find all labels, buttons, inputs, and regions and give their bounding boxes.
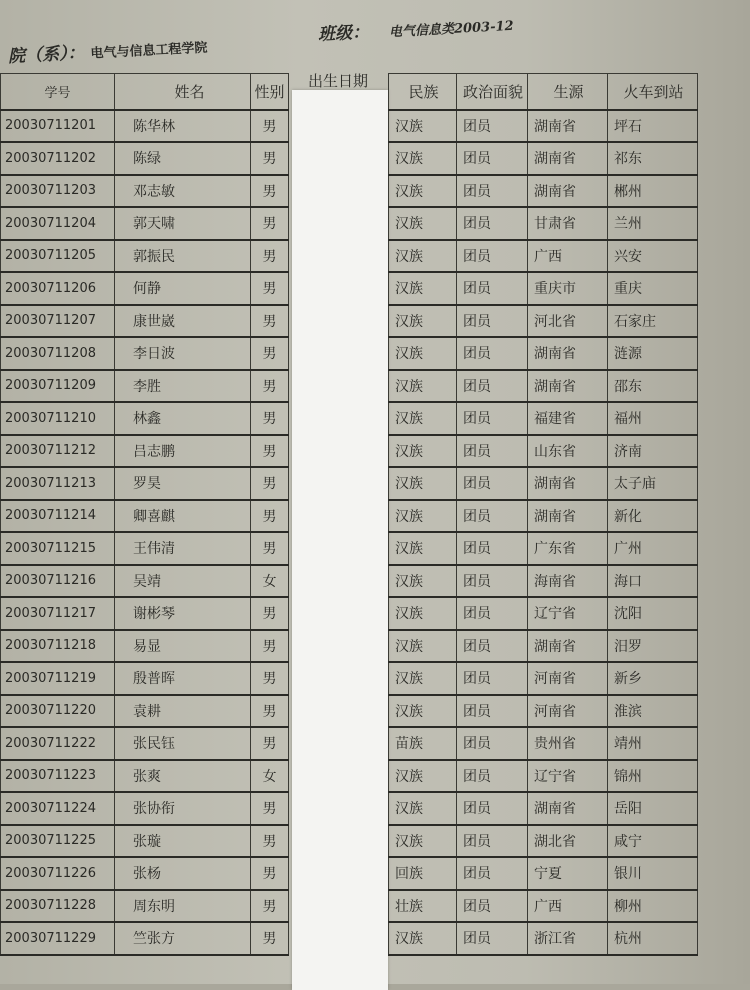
col-name: 姓名 bbox=[115, 74, 251, 110]
cell-sex: 男 bbox=[251, 890, 289, 923]
cell-ethnicity: 汉族 bbox=[389, 175, 457, 208]
cell-origin: 宁夏 bbox=[528, 857, 608, 890]
cell-origin: 海南省 bbox=[528, 565, 608, 598]
cell-ethnicity: 汉族 bbox=[389, 240, 457, 273]
cell-ethnicity: 汉族 bbox=[389, 760, 457, 793]
cell-id: 20030711222 bbox=[1, 727, 115, 760]
table-row bbox=[389, 597, 698, 630]
cell-id: 20030711218 bbox=[1, 630, 115, 663]
cell-ethnicity: 汉族 bbox=[389, 792, 457, 825]
cell-name: 张杨 bbox=[115, 857, 251, 890]
cell-ethnicity: 汉族 bbox=[389, 597, 457, 630]
cell-station: 兰州 bbox=[608, 207, 698, 240]
cell-station: 汨罗 bbox=[608, 630, 698, 663]
cell-origin: 广东省 bbox=[528, 532, 608, 565]
cell-political: 团员 bbox=[457, 760, 528, 793]
cell-origin: 甘肃省 bbox=[528, 207, 608, 240]
cell-political: 团员 bbox=[457, 110, 528, 143]
cell-ethnicity: 汉族 bbox=[389, 532, 457, 565]
class-label: 班级： bbox=[317, 22, 370, 45]
cell-origin: 广西 bbox=[528, 890, 608, 923]
cell-political: 团员 bbox=[457, 630, 528, 663]
cell-ethnicity: 汉族 bbox=[389, 565, 457, 598]
table-row bbox=[1, 370, 289, 403]
table-row bbox=[1, 435, 289, 468]
cell-sex: 男 bbox=[251, 662, 289, 695]
table-row bbox=[389, 110, 698, 143]
table-row bbox=[389, 337, 698, 370]
cell-station: 石家庄 bbox=[608, 305, 698, 338]
cell-ethnicity: 汉族 bbox=[389, 142, 457, 175]
cell-ethnicity: 汉族 bbox=[389, 305, 457, 338]
cell-political: 团员 bbox=[457, 337, 528, 370]
cell-ethnicity: 汉族 bbox=[389, 467, 457, 500]
cell-origin: 河北省 bbox=[528, 305, 608, 338]
table-row bbox=[1, 597, 289, 630]
cell-station: 新化 bbox=[608, 500, 698, 533]
table-row bbox=[389, 370, 698, 403]
table-row bbox=[389, 532, 698, 565]
cell-id: 20030711214 bbox=[1, 500, 115, 533]
table-row bbox=[389, 565, 698, 598]
cell-origin: 湖南省 bbox=[528, 142, 608, 175]
table-row bbox=[389, 792, 698, 825]
table-row bbox=[389, 305, 698, 338]
cell-id: 20030711204 bbox=[1, 207, 115, 240]
cell-id: 20030711220 bbox=[1, 695, 115, 728]
cell-ethnicity: 壮族 bbox=[389, 890, 457, 923]
student-table-left bbox=[0, 73, 289, 956]
cell-origin: 湖南省 bbox=[528, 467, 608, 500]
cell-origin: 湖南省 bbox=[528, 792, 608, 825]
dept-label: 院（系）： bbox=[7, 43, 86, 67]
cell-ethnicity: 汉族 bbox=[389, 695, 457, 728]
table-row bbox=[1, 207, 289, 240]
cell-political: 团员 bbox=[457, 597, 528, 630]
table-row bbox=[1, 630, 289, 663]
table-row bbox=[1, 337, 289, 370]
cell-ethnicity: 苗族 bbox=[389, 727, 457, 760]
cell-ethnicity: 汉族 bbox=[389, 662, 457, 695]
col-sex: 性别 bbox=[251, 74, 289, 110]
dept-value: 电气与信息工程学院 bbox=[90, 40, 208, 62]
cell-id: 20030711205 bbox=[1, 240, 115, 273]
col-ethnicity: 民族 bbox=[389, 74, 457, 110]
col-origin: 生源 bbox=[528, 74, 608, 110]
cell-sex: 男 bbox=[251, 110, 289, 143]
cell-station: 祁东 bbox=[608, 142, 698, 175]
cell-id: 20030711213 bbox=[1, 467, 115, 500]
cell-ethnicity: 汉族 bbox=[389, 500, 457, 533]
table-row bbox=[1, 922, 289, 955]
paper-strip-cover bbox=[292, 90, 388, 990]
cell-id: 20030711212 bbox=[1, 435, 115, 468]
cell-ethnicity: 汉族 bbox=[389, 272, 457, 305]
cell-id: 20030711201 bbox=[1, 110, 115, 143]
col-birth: 出生日期 bbox=[308, 72, 369, 90]
cell-ethnicity: 汉族 bbox=[389, 370, 457, 403]
col-station: 火车到站 bbox=[608, 74, 698, 110]
cell-id: 20030711219 bbox=[1, 662, 115, 695]
table-row bbox=[389, 175, 698, 208]
cell-station: 海口 bbox=[608, 565, 698, 598]
cell-political: 团员 bbox=[457, 240, 528, 273]
cell-origin: 湖南省 bbox=[528, 630, 608, 663]
cell-ethnicity: 汉族 bbox=[389, 922, 457, 955]
cell-name: 郭振民 bbox=[115, 240, 251, 273]
cell-id: 20030711228 bbox=[1, 890, 115, 923]
cell-station: 杭州 bbox=[608, 922, 698, 955]
cell-station: 岳阳 bbox=[608, 792, 698, 825]
cell-id: 20030711226 bbox=[1, 857, 115, 890]
cell-sex: 男 bbox=[251, 305, 289, 338]
cell-name: 张璇 bbox=[115, 825, 251, 858]
cell-station: 福州 bbox=[608, 402, 698, 435]
table-row bbox=[1, 890, 289, 923]
cell-sex: 男 bbox=[251, 402, 289, 435]
col-id: 学号 bbox=[1, 74, 115, 110]
table-row bbox=[1, 272, 289, 305]
cell-political: 团员 bbox=[457, 272, 528, 305]
cell-name: 罗昊 bbox=[115, 467, 251, 500]
cell-name: 卿喜麒 bbox=[115, 500, 251, 533]
cell-political: 团员 bbox=[457, 532, 528, 565]
table-row bbox=[1, 175, 289, 208]
table-row bbox=[389, 662, 698, 695]
cell-political: 团员 bbox=[457, 435, 528, 468]
table-row bbox=[389, 272, 698, 305]
cell-name: 王伟清 bbox=[115, 532, 251, 565]
cell-political: 团员 bbox=[457, 727, 528, 760]
table-row bbox=[389, 467, 698, 500]
cell-station: 淮滨 bbox=[608, 695, 698, 728]
col-political: 政治面貌 bbox=[457, 74, 528, 110]
cell-origin: 湖南省 bbox=[528, 175, 608, 208]
table-row bbox=[1, 500, 289, 533]
table-row bbox=[389, 435, 698, 468]
class-value: 电气信息类2003-12 bbox=[388, 18, 515, 41]
cell-sex: 男 bbox=[251, 142, 289, 175]
cell-station: 柳州 bbox=[608, 890, 698, 923]
cell-political: 团员 bbox=[457, 305, 528, 338]
table-row bbox=[389, 240, 698, 273]
cell-political: 团员 bbox=[457, 890, 528, 923]
cell-sex: 男 bbox=[251, 792, 289, 825]
cell-station: 太子庙 bbox=[608, 467, 698, 500]
cell-political: 团员 bbox=[457, 825, 528, 858]
cell-name: 张协衔 bbox=[115, 792, 251, 825]
cell-name: 谢彬琴 bbox=[115, 597, 251, 630]
cell-sex: 男 bbox=[251, 825, 289, 858]
cell-sex: 男 bbox=[251, 532, 289, 565]
cell-political: 团员 bbox=[457, 207, 528, 240]
cell-name: 陈绿 bbox=[115, 142, 251, 175]
cell-political: 团员 bbox=[457, 142, 528, 175]
cell-station: 济南 bbox=[608, 435, 698, 468]
cell-ethnicity: 汉族 bbox=[389, 435, 457, 468]
cell-name: 康世崴 bbox=[115, 305, 251, 338]
cell-station: 兴安 bbox=[608, 240, 698, 273]
cell-origin: 湖南省 bbox=[528, 337, 608, 370]
cell-political: 团员 bbox=[457, 467, 528, 500]
table-row bbox=[1, 695, 289, 728]
cell-name: 邓志敏 bbox=[115, 175, 251, 208]
cell-origin: 贵州省 bbox=[528, 727, 608, 760]
cell-origin: 辽宁省 bbox=[528, 760, 608, 793]
cell-sex: 女 bbox=[251, 760, 289, 793]
cell-name: 李日波 bbox=[115, 337, 251, 370]
table-row bbox=[1, 305, 289, 338]
cell-sex: 男 bbox=[251, 695, 289, 728]
cell-station: 重庆 bbox=[608, 272, 698, 305]
cell-id: 20030711217 bbox=[1, 597, 115, 630]
table-row bbox=[389, 857, 698, 890]
cell-id: 20030711209 bbox=[1, 370, 115, 403]
cell-station: 新乡 bbox=[608, 662, 698, 695]
table-row bbox=[1, 825, 289, 858]
table-row bbox=[389, 207, 698, 240]
cell-id: 20030711206 bbox=[1, 272, 115, 305]
cell-station: 邵东 bbox=[608, 370, 698, 403]
cell-sex: 女 bbox=[251, 565, 289, 598]
cell-political: 团员 bbox=[457, 922, 528, 955]
cell-origin: 重庆市 bbox=[528, 272, 608, 305]
cell-origin: 浙江省 bbox=[528, 922, 608, 955]
table-row bbox=[1, 662, 289, 695]
cell-station: 咸宁 bbox=[608, 825, 698, 858]
cell-name: 吴靖 bbox=[115, 565, 251, 598]
cell-ethnicity: 汉族 bbox=[389, 337, 457, 370]
cell-name: 竺张方 bbox=[115, 922, 251, 955]
table-row bbox=[389, 695, 698, 728]
cell-ethnicity: 汉族 bbox=[389, 402, 457, 435]
cell-name: 张爽 bbox=[115, 760, 251, 793]
cell-origin: 福建省 bbox=[528, 402, 608, 435]
cell-station: 广州 bbox=[608, 532, 698, 565]
cell-sex: 男 bbox=[251, 727, 289, 760]
cell-id: 20030711210 bbox=[1, 402, 115, 435]
cell-station: 沈阳 bbox=[608, 597, 698, 630]
cell-origin: 广西 bbox=[528, 240, 608, 273]
table-row bbox=[389, 402, 698, 435]
cell-political: 团员 bbox=[457, 402, 528, 435]
cell-origin: 河南省 bbox=[528, 662, 608, 695]
cell-station: 涟源 bbox=[608, 337, 698, 370]
table-row bbox=[1, 467, 289, 500]
table-row bbox=[1, 727, 289, 760]
cell-political: 团员 bbox=[457, 792, 528, 825]
cell-sex: 男 bbox=[251, 630, 289, 663]
cell-ethnicity: 回族 bbox=[389, 857, 457, 890]
table-row bbox=[389, 825, 698, 858]
cell-id: 20030711203 bbox=[1, 175, 115, 208]
cell-station: 锦州 bbox=[608, 760, 698, 793]
cell-name: 吕志鹏 bbox=[115, 435, 251, 468]
cell-name: 郭天啸 bbox=[115, 207, 251, 240]
cell-sex: 男 bbox=[251, 857, 289, 890]
cell-sex: 男 bbox=[251, 370, 289, 403]
table-row bbox=[389, 922, 698, 955]
table-row bbox=[389, 890, 698, 923]
student-table-right bbox=[388, 73, 698, 956]
cell-political: 团员 bbox=[457, 857, 528, 890]
cell-sex: 男 bbox=[251, 175, 289, 208]
cell-political: 团员 bbox=[457, 695, 528, 728]
cell-ethnicity: 汉族 bbox=[389, 110, 457, 143]
cell-sex: 男 bbox=[251, 467, 289, 500]
cell-name: 袁耕 bbox=[115, 695, 251, 728]
cell-name: 殷普晖 bbox=[115, 662, 251, 695]
cell-name: 何静 bbox=[115, 272, 251, 305]
cell-origin: 河南省 bbox=[528, 695, 608, 728]
table-row bbox=[389, 630, 698, 663]
table-row bbox=[389, 142, 698, 175]
cell-sex: 男 bbox=[251, 207, 289, 240]
cell-id: 20030711208 bbox=[1, 337, 115, 370]
cell-name: 陈华林 bbox=[115, 110, 251, 143]
cell-sex: 男 bbox=[251, 597, 289, 630]
cell-origin: 辽宁省 bbox=[528, 597, 608, 630]
cell-origin: 湖南省 bbox=[528, 500, 608, 533]
cell-political: 团员 bbox=[457, 370, 528, 403]
cell-ethnicity: 汉族 bbox=[389, 825, 457, 858]
table-row bbox=[1, 565, 289, 598]
cell-name: 张民钰 bbox=[115, 727, 251, 760]
cell-sex: 男 bbox=[251, 337, 289, 370]
cell-political: 团员 bbox=[457, 175, 528, 208]
table-row bbox=[389, 500, 698, 533]
cell-sex: 男 bbox=[251, 922, 289, 955]
cell-id: 20030711202 bbox=[1, 142, 115, 175]
cell-sex: 男 bbox=[251, 435, 289, 468]
table-row bbox=[389, 727, 698, 760]
cell-name: 易显 bbox=[115, 630, 251, 663]
cell-station: 坪石 bbox=[608, 110, 698, 143]
cell-origin: 湖南省 bbox=[528, 110, 608, 143]
table-row bbox=[1, 142, 289, 175]
cell-origin: 山东省 bbox=[528, 435, 608, 468]
cell-id: 20030711224 bbox=[1, 792, 115, 825]
cell-id: 20030711207 bbox=[1, 305, 115, 338]
cell-origin: 湖南省 bbox=[528, 370, 608, 403]
cell-ethnicity: 汉族 bbox=[389, 630, 457, 663]
table-row bbox=[1, 110, 289, 143]
cell-name: 林鑫 bbox=[115, 402, 251, 435]
cell-id: 20030711229 bbox=[1, 922, 115, 955]
cell-id: 20030711225 bbox=[1, 825, 115, 858]
cell-political: 团员 bbox=[457, 662, 528, 695]
table-row bbox=[1, 857, 289, 890]
cell-id: 20030711215 bbox=[1, 532, 115, 565]
table-row bbox=[1, 532, 289, 565]
table-row bbox=[1, 760, 289, 793]
cell-sex: 男 bbox=[251, 500, 289, 533]
cell-id: 20030711223 bbox=[1, 760, 115, 793]
table-row bbox=[1, 792, 289, 825]
cell-station: 郴州 bbox=[608, 175, 698, 208]
cell-name: 李胜 bbox=[115, 370, 251, 403]
cell-sex: 男 bbox=[251, 240, 289, 273]
cell-station: 银川 bbox=[608, 857, 698, 890]
cell-political: 团员 bbox=[457, 500, 528, 533]
cell-id: 20030711216 bbox=[1, 565, 115, 598]
table-row bbox=[1, 402, 289, 435]
cell-origin: 湖北省 bbox=[528, 825, 608, 858]
table-row bbox=[389, 760, 698, 793]
cell-sex: 男 bbox=[251, 272, 289, 305]
cell-political: 团员 bbox=[457, 565, 528, 598]
cell-station: 靖州 bbox=[608, 727, 698, 760]
table-row bbox=[1, 240, 289, 273]
cell-ethnicity: 汉族 bbox=[389, 207, 457, 240]
cell-name: 周东明 bbox=[115, 890, 251, 923]
